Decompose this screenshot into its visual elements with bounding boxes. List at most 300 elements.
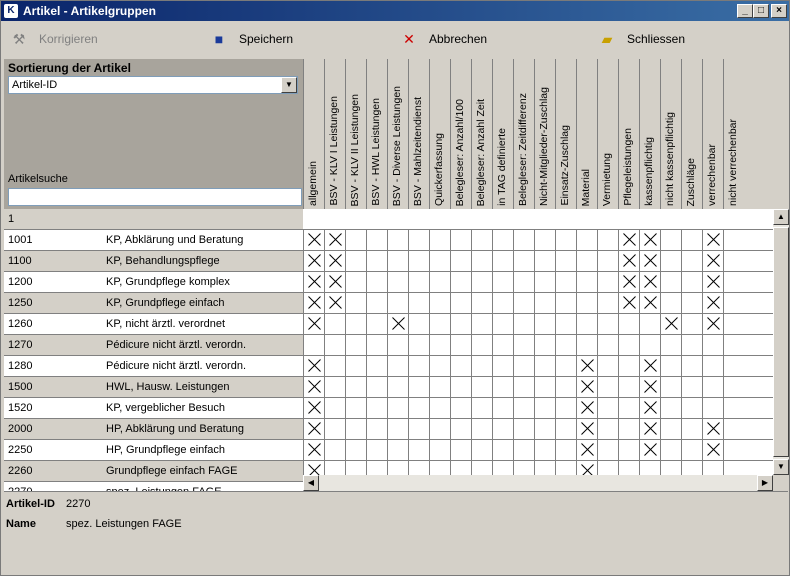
grid-checkbox-cell[interactable] — [450, 335, 471, 355]
grid-checkbox-cell[interactable] — [387, 356, 408, 376]
grid-checkbox-cell[interactable] — [555, 251, 576, 271]
grid-checkbox-cell[interactable] — [429, 440, 450, 460]
grid-checkbox-cell[interactable] — [492, 377, 513, 397]
grid-checkbox-cell[interactable] — [639, 230, 660, 250]
grid-checkbox-cell[interactable] — [303, 335, 324, 355]
cancel-icon: ✕ — [403, 31, 415, 47]
grid-checkbox-cell[interactable] — [366, 419, 387, 439]
grid-checkbox-cell[interactable] — [471, 356, 492, 376]
grid-checkbox-cell[interactable] — [639, 293, 660, 313]
grid-checkbox-cell[interactable] — [618, 419, 639, 439]
grid-checkbox-cell[interactable] — [723, 251, 744, 271]
grid-checkbox-cell[interactable] — [702, 335, 723, 355]
grid-checkbox-cell[interactable] — [660, 356, 681, 376]
grid-checkbox-cell[interactable] — [429, 314, 450, 334]
grid-checkbox-cell[interactable] — [345, 398, 366, 418]
grid-checkbox-cell[interactable] — [702, 314, 723, 334]
grid-checkbox-cell[interactable] — [597, 398, 618, 418]
grid-checkbox-cell[interactable] — [429, 272, 450, 292]
table-row[interactable] — [4, 230, 773, 251]
grid-checkbox-cell[interactable] — [639, 314, 660, 334]
grid-checkbox-cell[interactable] — [492, 398, 513, 418]
grid-checkbox-cell[interactable] — [555, 293, 576, 313]
column-header[interactable] — [660, 59, 681, 209]
grid-checkbox-cell[interactable] — [597, 293, 618, 313]
grid-checkbox-cell[interactable] — [408, 419, 429, 439]
title-bar[interactable] — [1, 1, 789, 21]
grid-checkbox-cell[interactable] — [345, 272, 366, 292]
column-header[interactable] — [513, 59, 534, 209]
grid-checkbox-cell[interactable] — [639, 251, 660, 271]
grid-checkbox-cell[interactable] — [534, 398, 555, 418]
grid-checkbox-cell[interactable] — [681, 440, 702, 460]
grid-checkbox-cell[interactable] — [429, 230, 450, 250]
column-header-label: BSV - KLV II Leistungen — [349, 93, 361, 206]
grid-checkbox-cell[interactable] — [660, 419, 681, 439]
grid-checkbox-cell[interactable] — [639, 356, 660, 376]
grid-checkbox-cell[interactable] — [660, 335, 681, 355]
grid-checkbox-cell[interactable] — [303, 251, 324, 271]
grid-checkbox-cell[interactable] — [303, 419, 324, 439]
grid-checkbox-cell[interactable] — [555, 398, 576, 418]
column-header[interactable] — [639, 59, 660, 209]
scroll-right-icon[interactable]: ▶ — [757, 475, 773, 491]
grid-checkbox-cell[interactable] — [534, 230, 555, 250]
row-name: Pédicure nicht ärztl. verordn. — [106, 360, 247, 372]
grid-checkbox-cell[interactable] — [723, 440, 744, 460]
grid-checkbox-cell[interactable] — [429, 398, 450, 418]
grid-checkbox-cell[interactable] — [387, 377, 408, 397]
abbrechen-button[interactable] — [401, 29, 487, 49]
grid-checkbox-cell[interactable] — [597, 377, 618, 397]
grid-checkbox-cell[interactable] — [513, 251, 534, 271]
grid-checkbox-cell[interactable] — [660, 377, 681, 397]
table-row[interactable] — [4, 251, 773, 272]
grid-checkbox-cell[interactable] — [345, 293, 366, 313]
column-header-label: BSV - KLV I Leistungen — [328, 96, 340, 206]
grid-checkbox-cell[interactable] — [681, 314, 702, 334]
search-label: Artikelsuche — [8, 173, 68, 185]
column-header[interactable] — [387, 59, 408, 209]
grid-checkbox-cell[interactable] — [408, 377, 429, 397]
grid-checkbox-cell[interactable] — [513, 293, 534, 313]
grid-checkbox-cell[interactable] — [366, 314, 387, 334]
grid-checkbox-cell[interactable] — [408, 440, 429, 460]
grid-checkbox-cell[interactable] — [387, 398, 408, 418]
grid-checkbox-cell[interactable] — [681, 377, 702, 397]
grid-checkbox-cell[interactable] — [324, 272, 345, 292]
grid-checkbox-cell[interactable] — [450, 293, 471, 313]
grid-checkbox-cell[interactable] — [576, 440, 597, 460]
grid-checkbox-cell[interactable] — [429, 419, 450, 439]
korrigieren-button[interactable] — [11, 29, 98, 49]
grid-checkbox-cell[interactable] — [366, 335, 387, 355]
grid-checkbox-cell[interactable] — [324, 356, 345, 376]
grid-checkbox-cell[interactable] — [639, 440, 660, 460]
grid-checkbox-cell[interactable] — [660, 230, 681, 250]
grid-checkbox-cell[interactable] — [597, 230, 618, 250]
grid-checkbox-cell[interactable] — [387, 272, 408, 292]
grid-checkbox-cell[interactable] — [471, 377, 492, 397]
grid-checkbox-cell[interactable] — [513, 440, 534, 460]
column-header[interactable] — [534, 59, 555, 209]
grid-checkbox-cell[interactable] — [723, 230, 744, 250]
grid-checkbox-cell[interactable] — [681, 356, 702, 376]
grid-checkbox-cell[interactable] — [366, 251, 387, 271]
grid-checkbox-cell[interactable] — [702, 377, 723, 397]
column-header-label: BSV - Diverse Leistungen — [391, 85, 403, 206]
grid-checkbox-cell[interactable] — [492, 230, 513, 250]
grid-checkbox-cell[interactable] — [366, 398, 387, 418]
grid-checkbox-cell[interactable] — [345, 335, 366, 355]
grid-checkbox-cell[interactable] — [324, 419, 345, 439]
grid-checkbox-cell[interactable] — [702, 440, 723, 460]
grid-checkbox-cell[interactable] — [366, 356, 387, 376]
grid-checkbox-cell[interactable] — [450, 356, 471, 376]
grid-checkbox-cell[interactable] — [576, 398, 597, 418]
grid-checkbox-cell[interactable] — [597, 419, 618, 439]
grid-checkbox-cell[interactable] — [660, 398, 681, 418]
column-header[interactable] — [576, 59, 597, 209]
column-header[interactable] — [597, 59, 618, 209]
grid-checkbox-cell[interactable] — [345, 314, 366, 334]
grid-checkbox-cell[interactable] — [597, 440, 618, 460]
grid-checkbox-cell[interactable] — [387, 251, 408, 271]
grid-checkbox-cell[interactable] — [618, 272, 639, 292]
maximize-button[interactable]: □ — [753, 4, 769, 18]
column-headers — [303, 59, 773, 209]
grid-checkbox-cell[interactable] — [723, 272, 744, 292]
grid-checkbox-cell[interactable] — [303, 230, 324, 250]
table-row[interactable] — [4, 356, 773, 377]
grid-checkbox-cell[interactable] — [576, 272, 597, 292]
grid-checkbox-cell[interactable] — [429, 335, 450, 355]
grid-checkbox-cell[interactable] — [324, 335, 345, 355]
grid-checkbox-cell[interactable] — [534, 377, 555, 397]
grid-checkbox-cell[interactable] — [639, 419, 660, 439]
grid-checkbox-cell[interactable] — [555, 419, 576, 439]
grid-checkbox-cell[interactable] — [555, 314, 576, 334]
grid-checkbox-cell[interactable] — [597, 335, 618, 355]
grid-checkbox-cell[interactable] — [303, 356, 324, 376]
grid-checkbox-cell[interactable] — [408, 251, 429, 271]
grid-checkbox-cell[interactable] — [618, 314, 639, 334]
row-id: 1270 — [8, 339, 33, 351]
grid-checkbox-cell[interactable] — [702, 398, 723, 418]
speichern-button[interactable] — [211, 29, 293, 49]
grid-checkbox-cell[interactable] — [450, 314, 471, 334]
column-header[interactable] — [429, 59, 450, 209]
filter-panel — [4, 59, 303, 209]
grid-checkbox-cell[interactable] — [576, 230, 597, 250]
grid-checkbox-cell[interactable] — [408, 335, 429, 355]
column-header[interactable] — [345, 59, 366, 209]
grid-checkbox-cell[interactable] — [513, 377, 534, 397]
grid-checkbox-cell[interactable] — [702, 272, 723, 292]
grid-checkbox-cell[interactable] — [576, 419, 597, 439]
grid-checkbox-cell[interactable] — [429, 377, 450, 397]
row-id: 1001 — [8, 234, 33, 246]
grid-checkbox-cell[interactable] — [681, 419, 702, 439]
grid-checkbox-cell[interactable] — [303, 293, 324, 313]
scroll-left-icon[interactable]: ◀ — [303, 475, 319, 491]
column-header[interactable] — [723, 59, 744, 209]
grid-checkbox-cell[interactable] — [576, 335, 597, 355]
grid-checkbox-cell[interactable] — [450, 251, 471, 271]
grid-checkbox-cell[interactable] — [324, 314, 345, 334]
grid-checkbox-cell[interactable] — [618, 356, 639, 376]
grid-checkbox-cell[interactable] — [471, 398, 492, 418]
schliessen-button[interactable] — [599, 29, 685, 49]
grid-checkbox-cell[interactable] — [513, 419, 534, 439]
table-row[interactable] — [4, 419, 773, 440]
grid-checkbox-cell[interactable] — [618, 377, 639, 397]
grid-checkbox-cell[interactable] — [534, 293, 555, 313]
grid-checkbox-cell[interactable] — [534, 251, 555, 271]
column-header[interactable] — [702, 59, 723, 209]
grid-checkbox-cell[interactable] — [471, 419, 492, 439]
grid-checkbox-cell[interactable] — [387, 314, 408, 334]
grid-checkbox-cell[interactable] — [723, 398, 744, 418]
sort-select[interactable] — [8, 76, 298, 94]
grid-checkbox-cell[interactable] — [576, 251, 597, 271]
grid-checkbox-cell[interactable] — [513, 230, 534, 250]
scroll-thumb[interactable] — [773, 227, 789, 457]
grid-checkbox-cell[interactable] — [681, 251, 702, 271]
minimize-button[interactable]: _ — [737, 4, 753, 18]
grid-checkbox-cell[interactable] — [639, 398, 660, 418]
grid-checkbox-cell[interactable] — [702, 293, 723, 313]
grid-checkbox-cell[interactable] — [681, 398, 702, 418]
grid-checkbox-cell[interactable] — [450, 440, 471, 460]
grid-checkbox-cell[interactable] — [324, 377, 345, 397]
grid-checkbox-cell[interactable] — [303, 440, 324, 460]
grid-checkbox-cell[interactable] — [681, 293, 702, 313]
column-header-label: Quickerfassung — [433, 133, 445, 206]
row-id: 1200 — [8, 276, 33, 288]
grid-checkbox-cell[interactable] — [723, 356, 744, 376]
grid-checkbox-cell[interactable] — [408, 293, 429, 313]
grid-checkbox-cell[interactable] — [555, 377, 576, 397]
grid-checkbox-cell[interactable] — [702, 230, 723, 250]
grid-checkbox-cell[interactable] — [492, 440, 513, 460]
table-row[interactable] — [4, 335, 773, 356]
grid-checkbox-cell[interactable] — [618, 440, 639, 460]
grid-checkbox-cell[interactable] — [534, 440, 555, 460]
table-row[interactable] — [4, 440, 773, 461]
grid-checkbox-cell[interactable] — [555, 335, 576, 355]
column-header[interactable] — [450, 59, 471, 209]
search-input[interactable] — [8, 188, 302, 206]
grid-checkbox-cell[interactable] — [450, 419, 471, 439]
grid-checkbox-cell[interactable] — [660, 272, 681, 292]
grid-checkbox-cell[interactable] — [429, 293, 450, 313]
table-row[interactable] — [4, 293, 773, 314]
row-name: KP, Behandlungspflege — [106, 255, 220, 267]
grid-checkbox-cell[interactable] — [618, 398, 639, 418]
grid-checkbox-cell[interactable] — [723, 293, 744, 313]
grid-checkbox-cell[interactable] — [387, 419, 408, 439]
grid-checkbox-cell[interactable] — [534, 419, 555, 439]
grid-checkbox-cell[interactable] — [513, 356, 534, 376]
grid-checkbox-cell[interactable] — [387, 293, 408, 313]
grid-checkbox-cell[interactable] — [408, 272, 429, 292]
grid-checkbox-cell[interactable] — [555, 440, 576, 460]
grid-checkbox-cell[interactable] — [345, 356, 366, 376]
close-button[interactable]: × — [771, 4, 787, 18]
grid-checkbox-cell[interactable] — [618, 335, 639, 355]
chevron-down-icon[interactable]: ▼ — [281, 77, 297, 93]
grid-checkbox-cell[interactable] — [618, 251, 639, 271]
table-row[interactable] — [4, 272, 773, 293]
grid-checkbox-cell[interactable] — [324, 251, 345, 271]
grid-checkbox-cell[interactable] — [324, 293, 345, 313]
grid-checkbox-cell[interactable] — [702, 419, 723, 439]
grid-checkbox-cell[interactable] — [471, 272, 492, 292]
grid-checkbox-cell[interactable] — [324, 230, 345, 250]
grid-checkbox-cell[interactable] — [534, 314, 555, 334]
grid-checkbox-cell[interactable] — [492, 272, 513, 292]
column-header[interactable] — [492, 59, 513, 209]
grid-checkbox-cell[interactable] — [723, 335, 744, 355]
grid-checkbox-cell[interactable] — [492, 419, 513, 439]
grid-checkbox-cell[interactable] — [450, 230, 471, 250]
grid-checkbox-cell[interactable] — [366, 377, 387, 397]
grid-checkbox-cell[interactable] — [576, 314, 597, 334]
grid-checkbox-cell[interactable] — [471, 230, 492, 250]
grid-checkbox-cell[interactable] — [408, 314, 429, 334]
grid-checkbox-cell[interactable] — [513, 314, 534, 334]
table-row[interactable] — [4, 398, 773, 419]
grid-checkbox-cell[interactable] — [660, 251, 681, 271]
grid-checkbox-cell[interactable] — [597, 272, 618, 292]
grid-checkbox-cell[interactable] — [702, 356, 723, 376]
grid-checkbox-cell[interactable] — [387, 230, 408, 250]
grid-checkbox-cell[interactable] — [324, 398, 345, 418]
grid-checkbox-cell[interactable] — [450, 398, 471, 418]
grid-checkbox-cell[interactable] — [513, 335, 534, 355]
grid-checkbox-cell[interactable] — [492, 314, 513, 334]
grid-checkbox-cell[interactable] — [723, 377, 744, 397]
column-header[interactable] — [618, 59, 639, 209]
grid-checkbox-cell[interactable] — [534, 335, 555, 355]
grid-checkbox-cell[interactable] — [408, 356, 429, 376]
tools-icon: ⚒ — [12, 31, 26, 47]
grid-checkbox-cell[interactable] — [387, 335, 408, 355]
grid-checkbox-cell[interactable] — [303, 377, 324, 397]
column-header[interactable] — [366, 59, 387, 209]
grid-checkbox-cell[interactable] — [639, 272, 660, 292]
grid-checkbox-cell[interactable] — [366, 272, 387, 292]
row-name: HWL, Hausw. Leistungen — [106, 381, 230, 393]
grid-checkbox-cell[interactable] — [702, 251, 723, 271]
grid-checkbox-cell[interactable] — [324, 440, 345, 460]
grid-checkbox-cell[interactable] — [492, 251, 513, 271]
column-header[interactable] — [303, 59, 324, 209]
grid-checkbox-cell[interactable] — [345, 377, 366, 397]
window-title: Artikel - Artikelgruppen — [23, 4, 156, 18]
grid-checkbox-cell[interactable] — [597, 314, 618, 334]
scroll-down-icon[interactable]: ▼ — [773, 459, 789, 475]
grid-checkbox-cell[interactable] — [618, 293, 639, 313]
grid-checkbox-cell[interactable] — [429, 251, 450, 271]
grid-checkbox-cell[interactable] — [492, 293, 513, 313]
grid-checkbox-cell[interactable] — [555, 230, 576, 250]
grid-checkbox-cell[interactable] — [555, 272, 576, 292]
grid-checkbox-cell[interactable] — [471, 440, 492, 460]
grid-checkbox-cell[interactable] — [597, 251, 618, 271]
table-row[interactable] — [4, 377, 773, 398]
grid-checkbox-cell[interactable] — [723, 419, 744, 439]
grid-checkbox-cell[interactable] — [576, 293, 597, 313]
grid-checkbox-cell[interactable] — [576, 377, 597, 397]
grid-checkbox-cell[interactable] — [408, 398, 429, 418]
grid-checkbox-cell[interactable] — [387, 440, 408, 460]
column-header[interactable] — [324, 59, 345, 209]
horizontal-scrollbar[interactable] — [303, 475, 773, 491]
grid-checkbox-cell[interactable] — [660, 440, 681, 460]
grid-checkbox-cell[interactable] — [345, 251, 366, 271]
grid-checkbox-cell[interactable] — [681, 335, 702, 355]
grid-checkbox-cell[interactable] — [471, 293, 492, 313]
grid-checkbox-cell[interactable] — [345, 419, 366, 439]
grid-checkbox-cell[interactable] — [471, 335, 492, 355]
column-header[interactable] — [681, 59, 702, 209]
grid-checkbox-cell[interactable] — [597, 356, 618, 376]
grid-checkbox-cell[interactable] — [492, 356, 513, 376]
grid-checkbox-cell[interactable] — [660, 314, 681, 334]
vertical-scrollbar[interactable] — [773, 209, 789, 475]
grid-checkbox-cell[interactable] — [366, 230, 387, 250]
table-row[interactable] — [4, 209, 773, 230]
grid-checkbox-cell[interactable] — [681, 230, 702, 250]
grid-checkbox-cell[interactable] — [366, 293, 387, 313]
grid-checkbox-cell[interactable] — [303, 272, 324, 292]
grid-checkbox-cell[interactable] — [639, 335, 660, 355]
grid-checkbox-cell[interactable] — [660, 293, 681, 313]
grid-checkbox-cell[interactable] — [303, 398, 324, 418]
grid-checkbox-cell[interactable] — [492, 335, 513, 355]
grid-checkbox-cell[interactable] — [681, 272, 702, 292]
column-header[interactable] — [555, 59, 576, 209]
grid-checkbox-cell[interactable] — [513, 398, 534, 418]
grid-checkbox-cell[interactable] — [303, 314, 324, 334]
grid-checkbox-cell[interactable] — [555, 356, 576, 376]
column-header[interactable] — [408, 59, 429, 209]
column-header[interactable] — [471, 59, 492, 209]
column-header-label: BSV - HWL Leistungen — [370, 98, 382, 206]
table-row[interactable] — [4, 314, 773, 335]
grid-checkbox-cell[interactable] — [576, 356, 597, 376]
grid-checkbox-cell[interactable] — [471, 314, 492, 334]
grid-checkbox-cell[interactable] — [408, 230, 429, 250]
grid-checkbox-cell[interactable] — [366, 440, 387, 460]
grid-checkbox-cell[interactable] — [639, 377, 660, 397]
row-name: HP, Abklärung und Beratung — [106, 423, 245, 435]
grid-checkbox-cell[interactable] — [534, 272, 555, 292]
grid-checkbox-cell[interactable] — [450, 377, 471, 397]
scroll-up-icon[interactable]: ▲ — [773, 209, 789, 225]
grid-checkbox-cell[interactable] — [450, 272, 471, 292]
grid-checkbox-cell[interactable] — [513, 272, 534, 292]
grid-checkbox-cell[interactable] — [534, 356, 555, 376]
grid-checkbox-cell[interactable] — [723, 314, 744, 334]
grid-checkbox-cell[interactable] — [618, 230, 639, 250]
grid-checkbox-cell[interactable] — [345, 230, 366, 250]
grid-checkbox-cell[interactable] — [345, 440, 366, 460]
grid-checkbox-cell[interactable] — [429, 356, 450, 376]
grid-checkbox-cell[interactable] — [471, 251, 492, 271]
